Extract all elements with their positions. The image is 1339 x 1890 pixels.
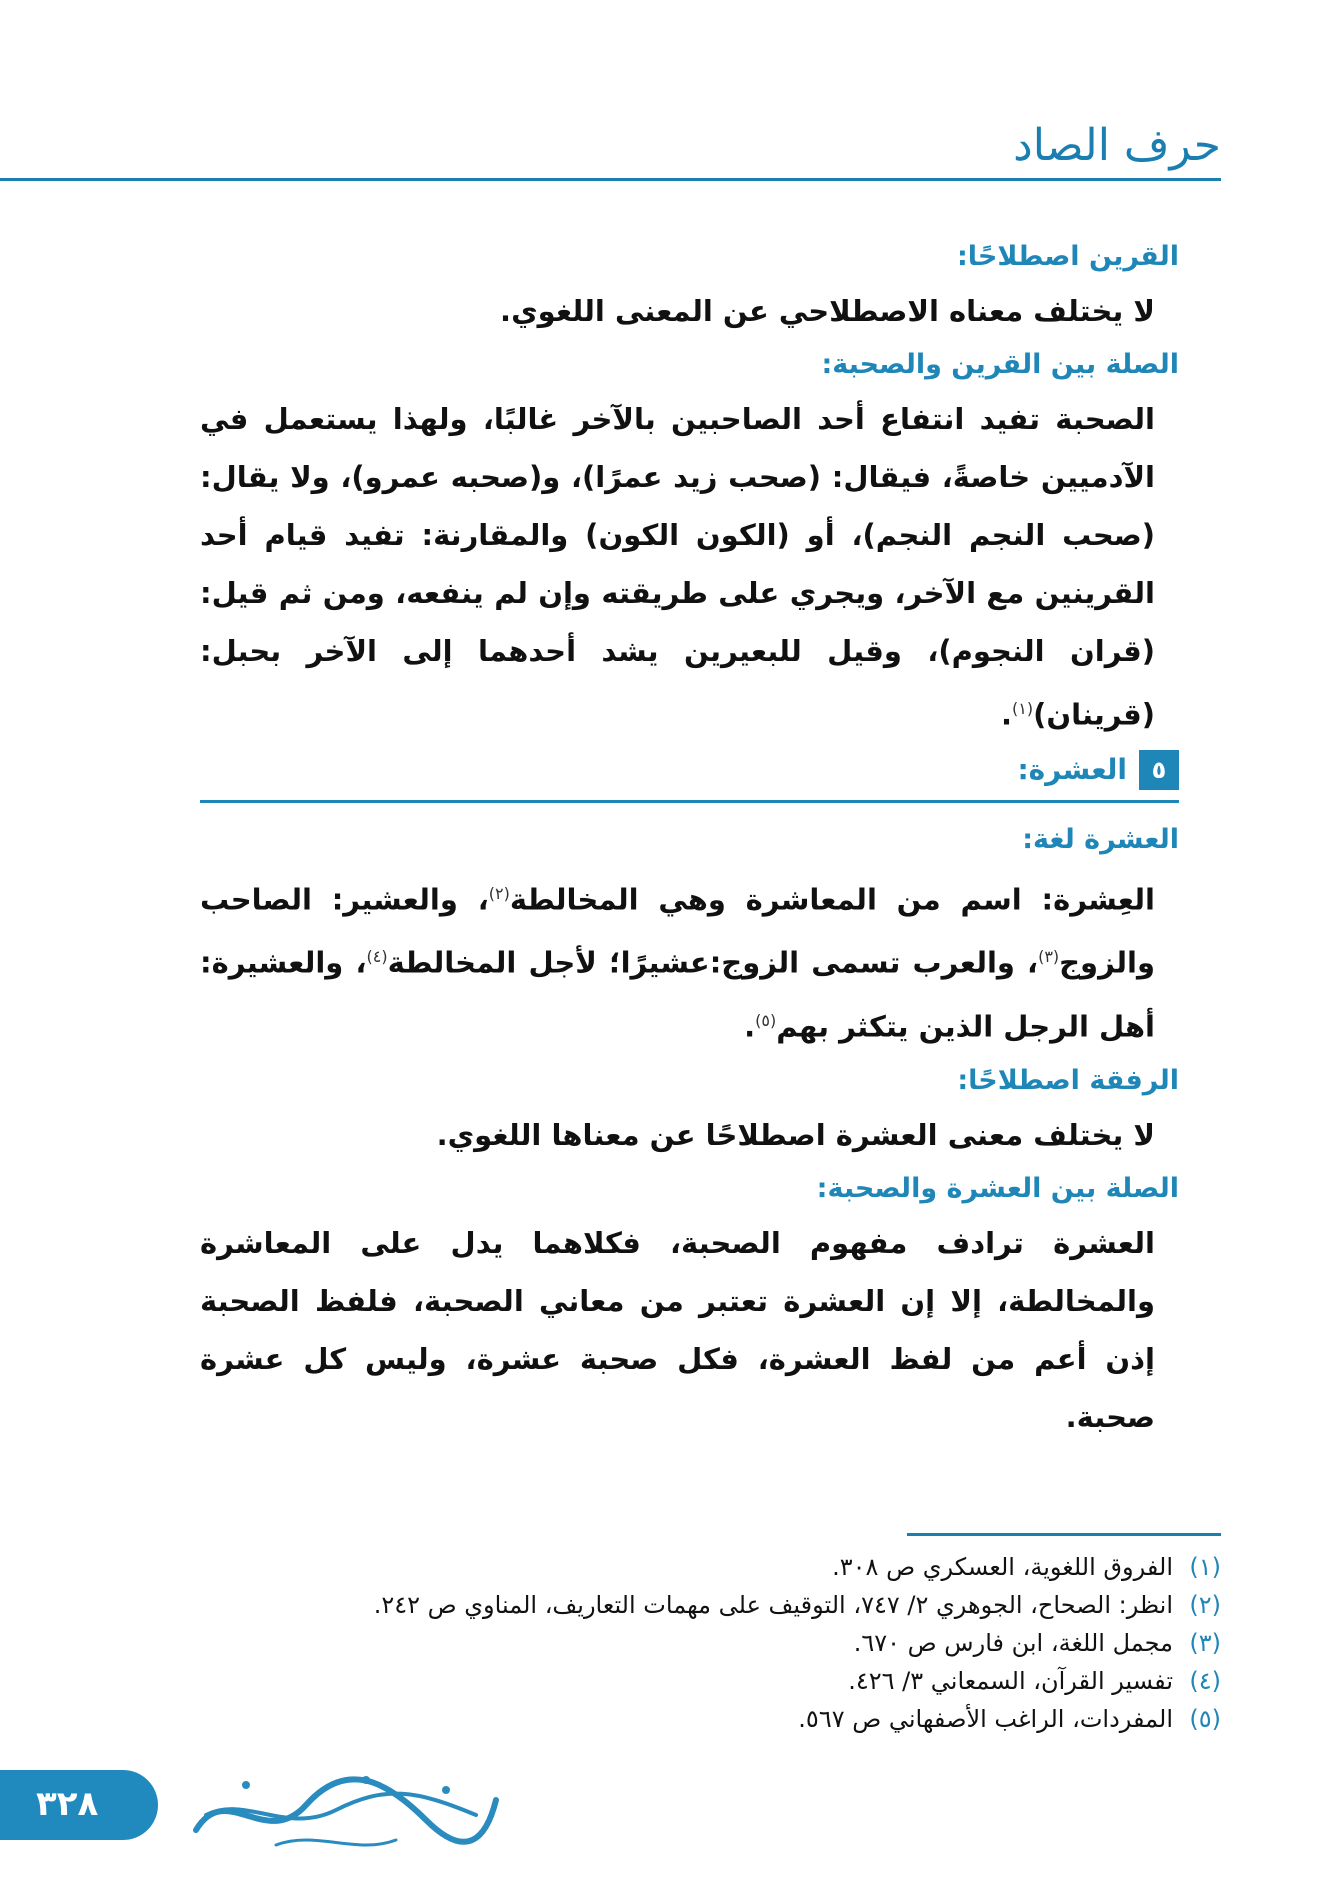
section-rule (200, 800, 1179, 803)
ashra-lang-text-c: ، والعرب تسمى الزوج:عشيرًا؛ لأجل المخالطة (387, 945, 1039, 980)
ashra-lang-paragraph (200, 865, 1179, 1056)
footnote-text: تفسير القرآن، السمعاني ٣/ ٤٢٦. (848, 1667, 1173, 1695)
footnote-item (200, 1624, 1221, 1662)
footnote-text: الفروق اللغوية، العسكري ص ٣٠٨. (832, 1553, 1173, 1581)
footnote-number: (٤) (1189, 1667, 1221, 1695)
header-rule (0, 178, 1221, 181)
encyclopedia-logo-icon (186, 1760, 506, 1860)
footnote-rule (907, 1533, 1221, 1536)
footnote-item (200, 1662, 1221, 1700)
footnote-ref-1[interactable]: (١) (1012, 699, 1034, 718)
qarin-term-heading: القرين اصطلاحًا: (957, 241, 1179, 272)
page-number: ٣٢٨ (36, 1784, 99, 1824)
qarin-term-text: لا يختلف معناه الاصطلاحي عن المعنى اللغوي. (500, 294, 1155, 328)
ashra-lang-period: . (744, 1009, 756, 1044)
footnote-text: مجمل اللغة، ابن فارس ص ٦٧٠. (853, 1629, 1173, 1657)
footnotes-list (200, 1548, 1221, 1738)
section5-heading (200, 750, 1179, 790)
footnote-ref-4[interactable]: (٤) (366, 947, 388, 967)
footnote-number: (٥) (1189, 1705, 1221, 1733)
main-content (200, 232, 1179, 1446)
relation1-text: الصحبة تفيد انتفاع أحد الصاحبين بالآخر غالبًا، ولهذا يستعمل في الآدميين خاصةً، فيقال: (صحب زيد عمرًا)، و(صحبه عمرو)، ولا يقال: (صحب النجم النجم)، أو (الكون الكون) والمقارنة: تفيد قيام أحد القرينين مع الآخر، ويجري على طريقته وإن لم ينفعه، ومن ثم قيل: (قران النجوم)، وقيل للبعيرين يشد أحدهما إلى الآخر بحبل: (قرينان) (200, 402, 1155, 732)
footnote-number: (٢) (1189, 1591, 1221, 1619)
ashra-lang-text-d: ، والعشيرة: أهل الرجل الذين يتكثر بهم (200, 945, 1155, 1044)
rifqa-term-text: لا يختلف معنى العشرة اصطلاحًا عن معناها اللغوي. (436, 1117, 1155, 1152)
footnote-ref-3[interactable]: (٣) (1038, 947, 1060, 967)
ashra-lang-heading: العشرة لغة: (1022, 823, 1179, 855)
section5-title: العشرة: (1017, 753, 1127, 787)
footnote-text: انظر: الصحاح، الجوهري ٢/ ٧٤٧، التوقيف على مهمات التعاريف، المناوي ص ٢٤٢. (373, 1591, 1173, 1619)
footnote-number: (٣) (1189, 1629, 1221, 1657)
footnote-ref-2[interactable]: (٢) (488, 883, 510, 903)
relation1-heading: الصلة بين القرين والصحبة: (821, 349, 1179, 380)
footnote-number: (١) (1189, 1553, 1221, 1581)
running-head: حرف الصاد (1013, 120, 1221, 171)
relation1-period: . (1000, 697, 1012, 732)
relation1-paragraph (200, 390, 1179, 744)
ashra-lang-text-b: ، والعشير: الصاحب والزوج (200, 882, 1155, 980)
relation2-heading: الصلة بين العشرة والصحبة: (816, 1172, 1179, 1204)
ashra-lang-text-a: العِشرة: اسم من المعاشرة وهي المخالطة (509, 882, 1155, 917)
footnote-item (200, 1548, 1221, 1586)
relation2-text: العشرة ترادف مفهوم الصحبة، فكلاهما يدل على المعاشرة والمخالطة، إلا إن العشرة تعتبر من معاني الصحبة، فلفظ الصحبة إذن أعم من لفظ العشرة، فكل صحبة عشرة، وليس كل عشرة صحبة. (200, 1225, 1155, 1434)
footnote-item (200, 1586, 1221, 1624)
footnote-item (200, 1700, 1221, 1738)
footnote-ref-5[interactable]: (٥) (755, 1010, 777, 1030)
rifqa-term-heading: الرفقة اصطلاحًا: (957, 1064, 1179, 1096)
section-number-badge: ٥ (1139, 750, 1179, 790)
footnote-text: المفردات، الراغب الأصفهاني ص ٥٦٧. (798, 1705, 1173, 1733)
page-number-badge (0, 1770, 158, 1840)
